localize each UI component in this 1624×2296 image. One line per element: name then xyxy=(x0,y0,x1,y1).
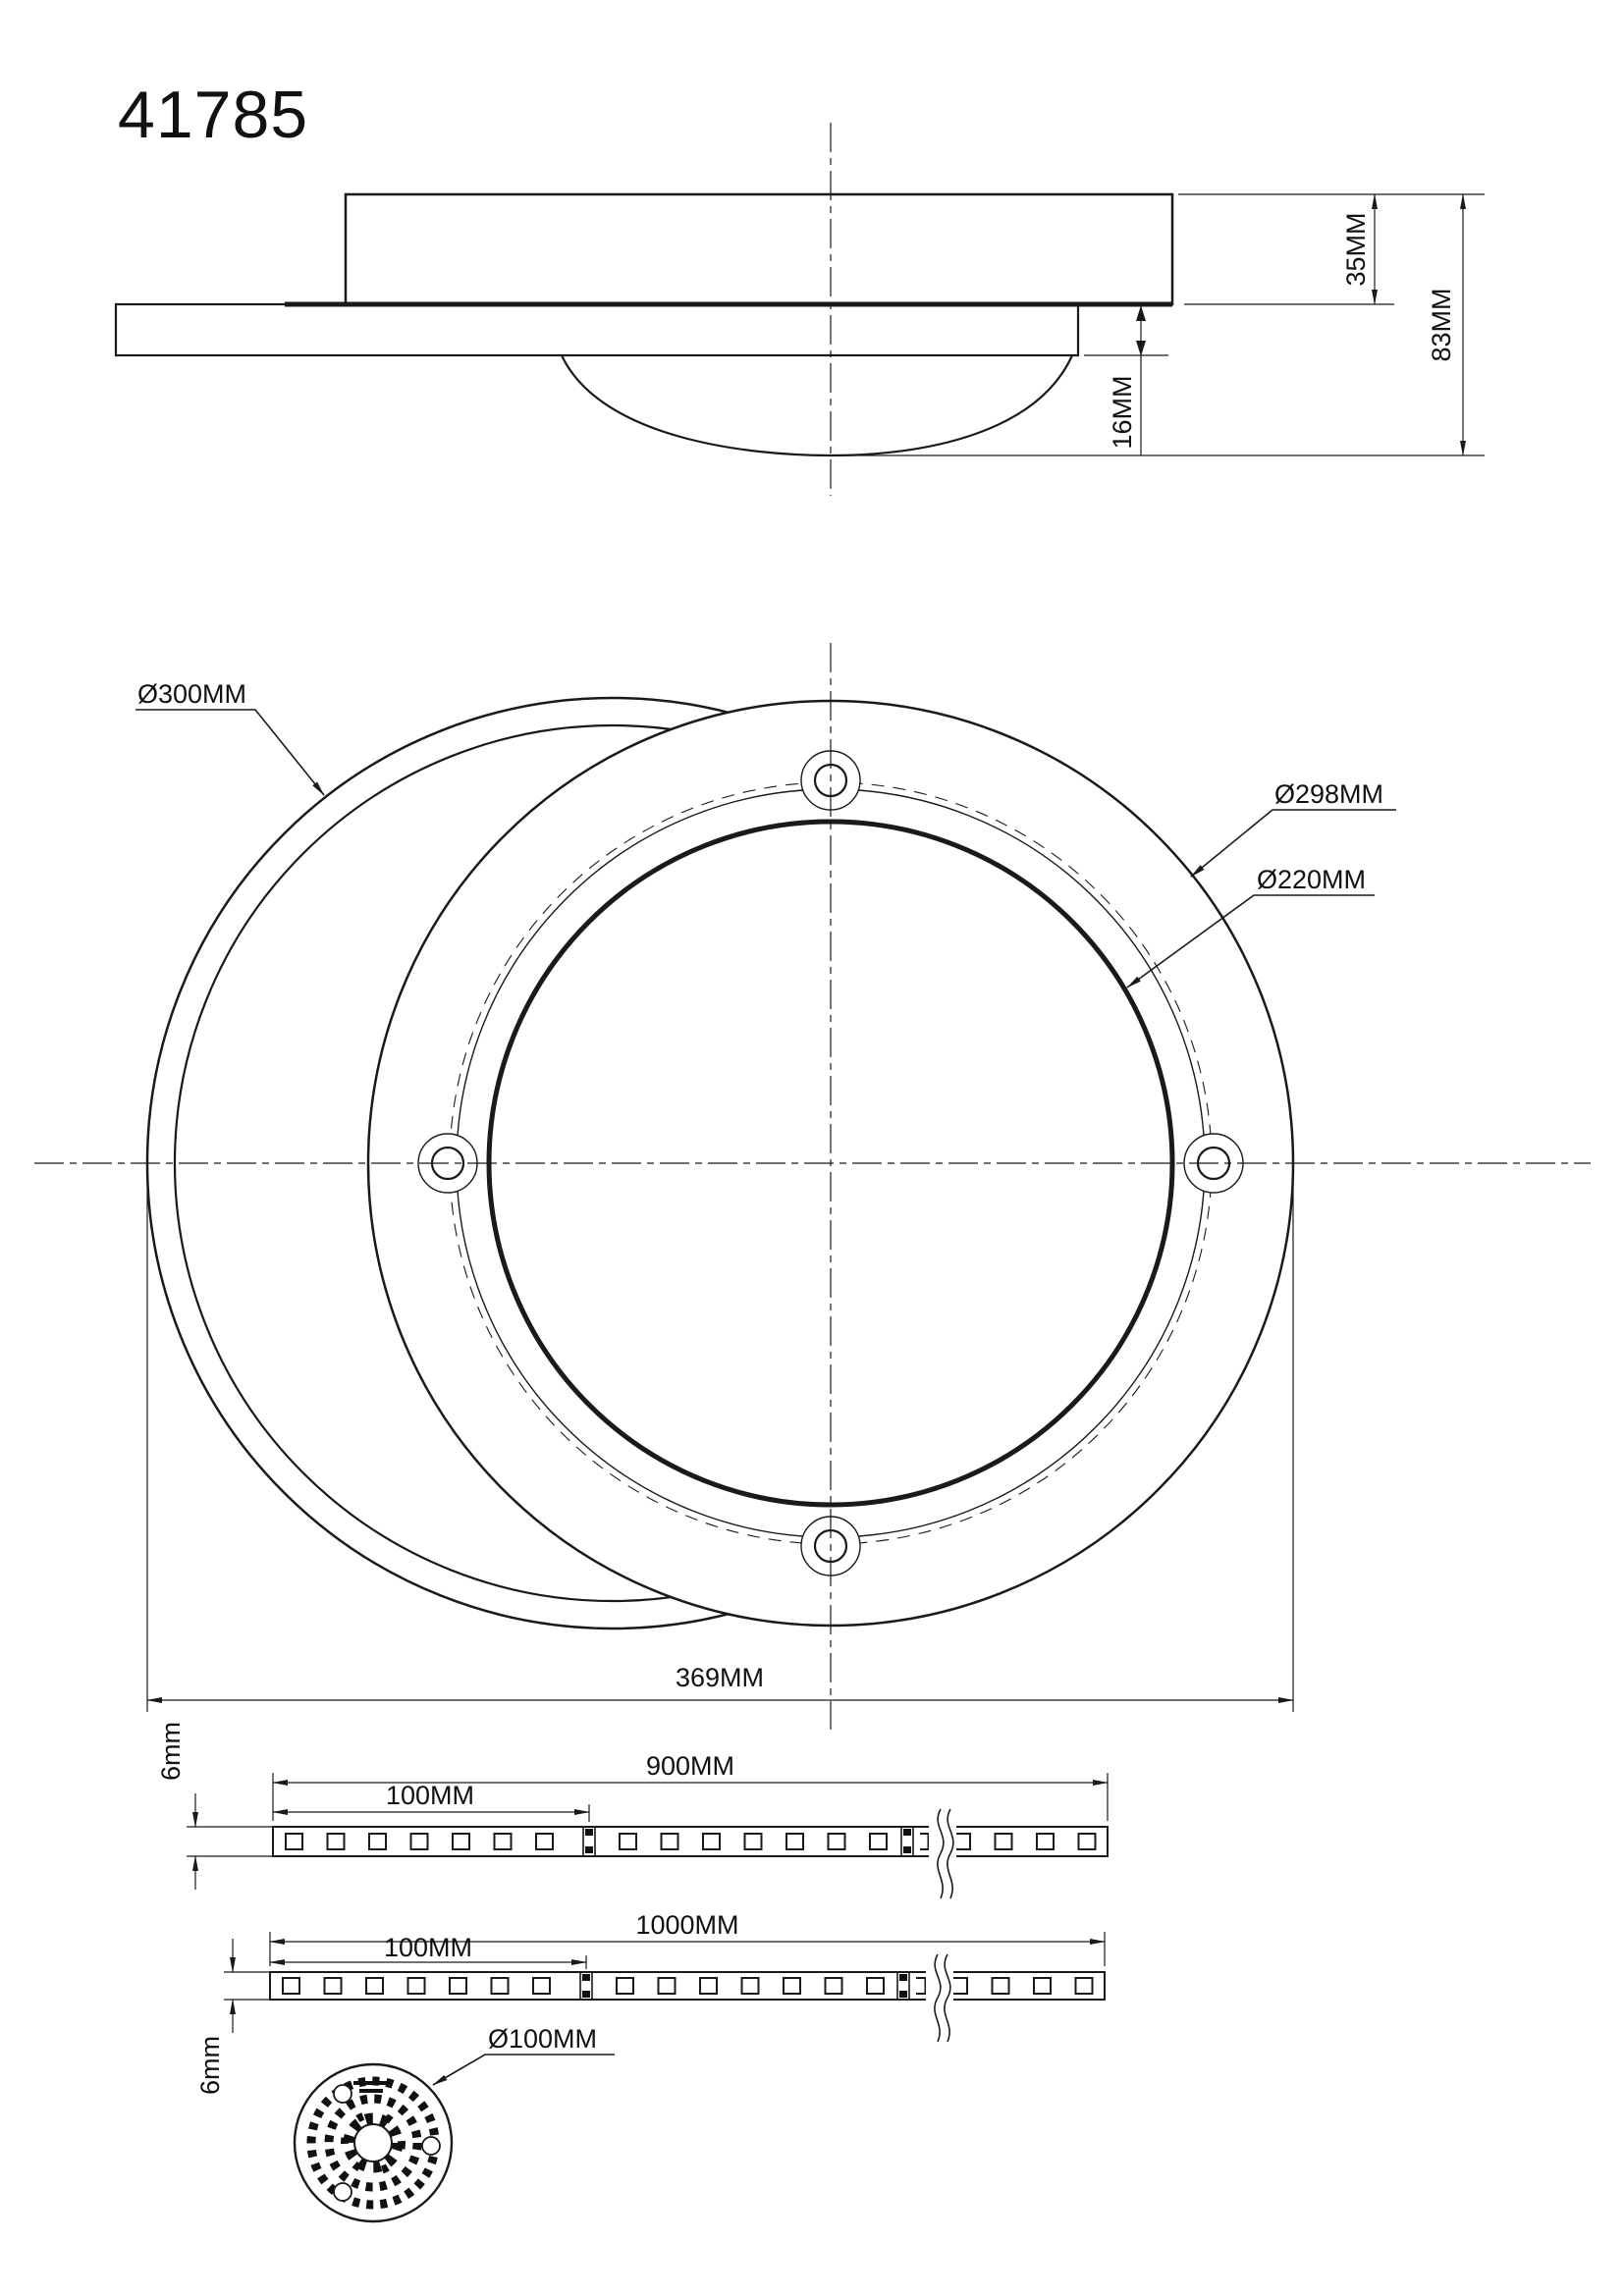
module-mounting-hole-1 xyxy=(334,2085,352,2103)
led-strip-2 xyxy=(195,1910,1105,2095)
bezel-diameter-text: Ø298MM xyxy=(1274,779,1384,809)
side-view xyxy=(116,123,1485,496)
dim-6mm-strip2-label: 6mm xyxy=(195,2036,225,2095)
module-mounting-hole-3 xyxy=(422,2137,440,2155)
led-strip-1-body xyxy=(273,1827,1108,1856)
dim-16mm-arrow-down xyxy=(1136,341,1146,356)
dim-83mm-label: 83MM xyxy=(1427,288,1456,362)
module-diameter-text: Ø100MM xyxy=(488,2024,598,2054)
label-bezel-diameter xyxy=(1191,779,1396,877)
dim-1000mm-label: 1000MM xyxy=(635,1910,739,1940)
led-strip-2-connector-2 xyxy=(891,1972,916,2000)
dim-16mm-label: 16MM xyxy=(1108,375,1137,450)
dim-16mm xyxy=(1108,304,1146,455)
back-plate-leader xyxy=(135,710,324,795)
led-strip-1-connector-2 xyxy=(894,1827,920,1856)
opening-diameter-text: Ø220MM xyxy=(1257,865,1367,894)
module-mounting-hole-2 xyxy=(334,2183,352,2201)
center-hole xyxy=(354,2124,392,2162)
dim-900mm-label: 900MM xyxy=(645,1751,735,1781)
dim-100mm-strip1 xyxy=(273,1781,589,1822)
led-strip-2-break-symbol xyxy=(926,1954,953,2042)
dim-6mm-strip2 xyxy=(195,1939,270,2095)
dim-16mm-arrow-up xyxy=(1136,305,1146,321)
dim-100mm-strip1-label: 100MM xyxy=(385,1781,475,1810)
diffuser-dome xyxy=(562,355,1072,455)
led-module xyxy=(295,2024,615,2221)
led-strip-2-body xyxy=(270,1972,1105,2000)
dim-100mm-strip2 xyxy=(270,1933,586,1969)
led-strip-1-break-symbol xyxy=(929,1809,956,1898)
led-strip-2-connector-1 xyxy=(573,1972,599,2000)
dim-6mm-strip1-label: 6mm xyxy=(156,1722,186,1781)
label-back-plate-diameter xyxy=(135,679,324,795)
back-plate-diameter-text: Ø300MM xyxy=(137,679,247,709)
dim-369-label: 369MM xyxy=(675,1663,765,1692)
led-strip-1 xyxy=(156,1722,1108,1898)
dim-83mm xyxy=(1427,194,1463,455)
dim-35mm xyxy=(1341,194,1375,304)
led-strip-1-connector-1 xyxy=(576,1827,602,1856)
mounting-plate-outline xyxy=(116,304,1078,355)
dim-35mm-label: 35MM xyxy=(1341,212,1371,287)
page-title: 41785 xyxy=(118,78,309,152)
module-leader xyxy=(433,2055,615,2085)
canopy-outline xyxy=(346,194,1172,304)
dim-100mm-strip2-label: 100MM xyxy=(383,1933,473,1962)
front-view xyxy=(34,643,1591,1730)
label-module-diameter xyxy=(433,2024,615,2085)
dim-6mm-strip1 xyxy=(156,1722,273,1890)
